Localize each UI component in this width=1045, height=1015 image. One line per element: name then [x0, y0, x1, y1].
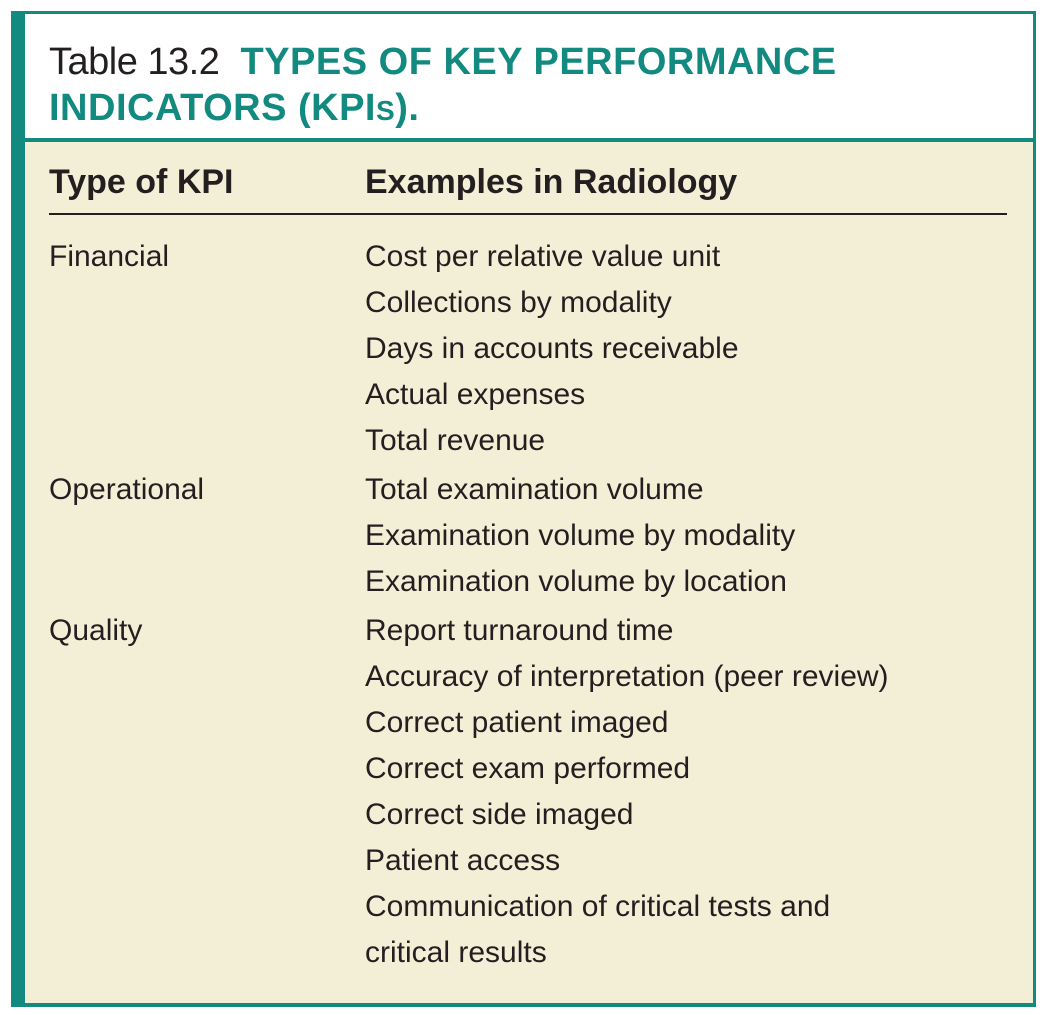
kpi-example: Report turnaround time	[365, 614, 674, 647]
kpi-example: Actual expenses	[365, 378, 586, 411]
kpi-examples	[365, 234, 1033, 464]
kpi-examples	[365, 467, 1033, 605]
kpi-example: Communication of critical tests and	[365, 890, 831, 923]
kpi-example: Correct exam performed	[365, 752, 691, 785]
column-header-examples: Examples in Radiology	[365, 163, 738, 201]
kpi-example: Collections by modality	[365, 286, 672, 319]
column-header-type: Type of KPI	[49, 163, 234, 201]
header-divider	[49, 213, 1007, 215]
kpi-example: critical results	[365, 936, 547, 969]
kpi-example: Total revenue	[365, 424, 546, 457]
kpi-example: Days in accounts receivable	[365, 332, 739, 365]
kpi-example: Correct patient imaged	[365, 706, 669, 739]
kpi-examples	[365, 608, 1033, 976]
table-title-part-2: INDICATORS (KPI	[49, 87, 376, 129]
kpi-group-operational	[25, 467, 1033, 605]
table-frame	[11, 11, 1036, 1007]
kpi-example: Accuracy of interpretation (peer review)	[365, 660, 889, 693]
kpi-example: Total examination volume	[365, 473, 704, 506]
kpi-example: Patient access	[365, 844, 561, 877]
table-title-end: ).	[395, 87, 420, 129]
table-body	[25, 234, 1033, 979]
kpi-example: Examination volume by modality	[365, 519, 796, 552]
kpi-example: Correct side imaged	[365, 798, 634, 831]
kpi-type: Operational	[49, 473, 205, 506]
kpi-example: Cost per relative value unit	[365, 240, 721, 273]
kpi-group-financial	[25, 234, 1033, 464]
table-title-box	[25, 14, 1033, 142]
kpi-group-quality	[25, 608, 1033, 976]
kpi-example: Examination volume by location	[365, 565, 787, 598]
kpi-type: Financial	[49, 240, 170, 273]
table-title-part-1: TYPES OF KEY PERFORMANCE	[240, 41, 837, 83]
table-number: Table 13.2	[49, 41, 220, 83]
table-title-line-1	[49, 40, 837, 84]
kpi-type: Quality	[49, 614, 143, 647]
table-title-line-2	[49, 86, 419, 133]
table-title-small: S	[376, 95, 396, 126]
